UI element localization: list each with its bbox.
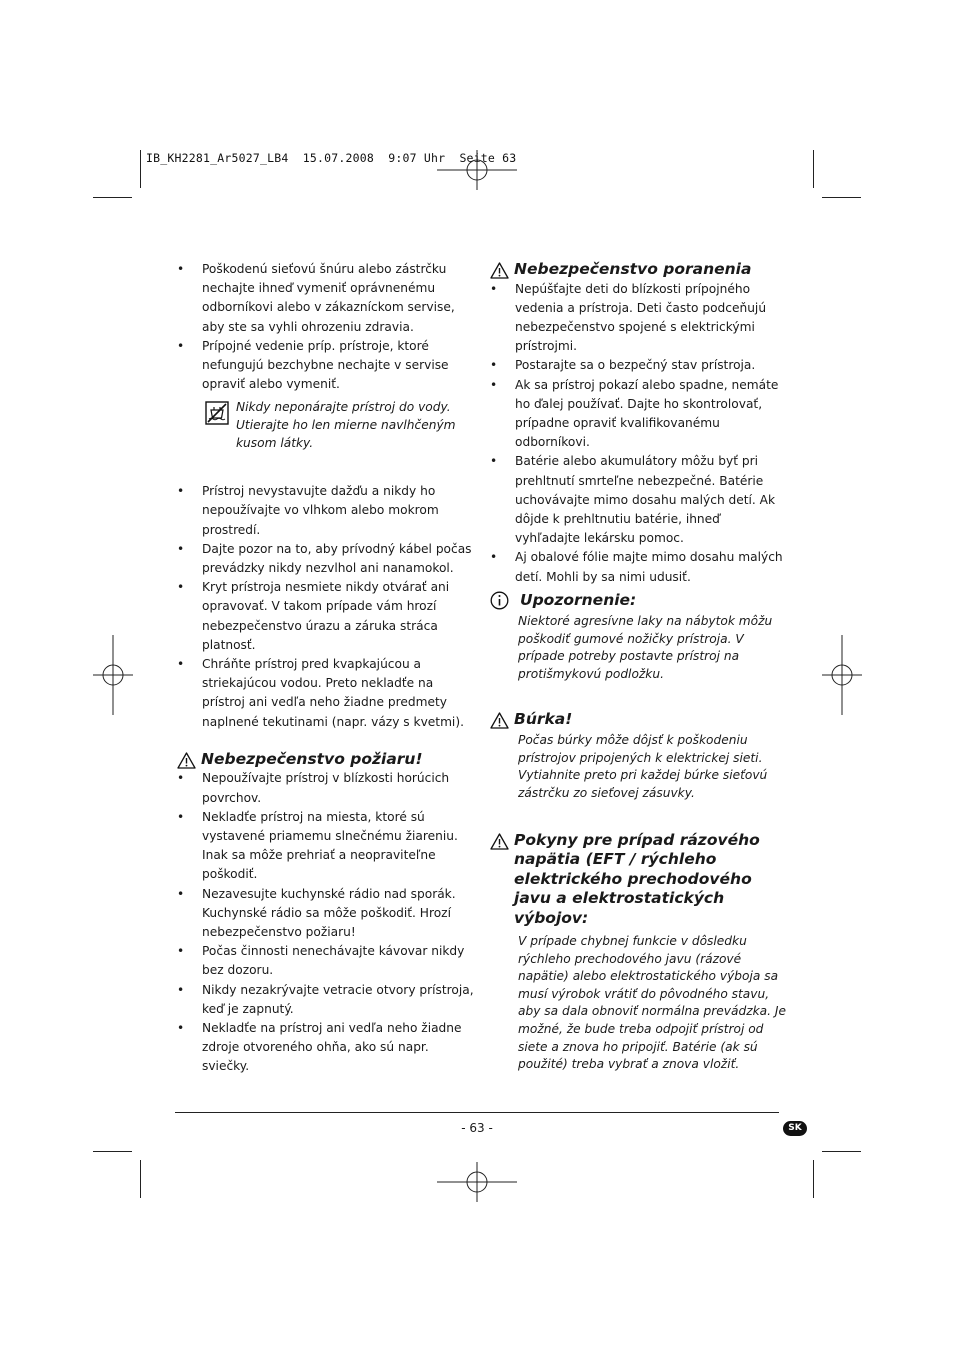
list-item: • Aj obalové fólie majte mimo dosahu malých detí. Mohli by sa nimi udusiť. <box>488 548 788 586</box>
list-item: • Postarajte sa o bezpečný stav prístroja. <box>488 356 788 375</box>
caution-heading: Upozornenie: <box>488 591 788 611</box>
list-item: • Kryt prístroja nesmiete nikdy otvárať ani opravovať. V takom prípade vám hrozí nebezpečenstvo úrazu a záruka stráca platnosť. <box>175 578 475 655</box>
warning-triangle-icon <box>490 712 509 729</box>
list-item: • Nepoužívajte prístroj v blízkosti horúcich povrchov. <box>175 769 475 807</box>
registration-mark-right-icon <box>822 635 862 715</box>
list-item: • Poškodenú sieťovú šnúru alebo zástrčku nechajte ihneď vymeniť oprávnenému odborníkovi alebo v zákazníckom servise, aby ste sa vyhli ohrozeniu zdravia. <box>175 260 475 337</box>
list-item: • Prípojné vedenie príp. prístroje, ktoré nefungujú bezchybne nechajte v servise opraviť alebo vymeniť. <box>175 337 475 395</box>
warning-triangle-icon <box>490 833 509 850</box>
list-item: • Batérie alebo akumulátory môžu byť pri prehltnutí smrteľne nebezpečné. Batérie uchovávajte mimo dosahu malých detí. Ak dôjde k prehltnutiu batérie, ihneď vyhľadajte lekársku pomoc. <box>488 452 788 548</box>
caution-text: Niektoré agresívne laky na nábytok môžu poškodiť gumové nožičky prístroja. V prípade potreby postavte prístroj na protišmykovú podložku. <box>518 614 773 682</box>
list-item: • Chráňte prístroj pred kvapkajúcou a striekajúcou vodou. Preto nekladťe na prístroj ani vedľa neho žiadne predmety naplnené tekutinami (napr. vázy s kvetmi). <box>175 655 475 732</box>
eft-heading: Pokyny pre prípad rázového napätia (EFT / rýchleho elektrického prechodového javu a elektrostatických výbojov: <box>488 831 788 929</box>
list-item: • Nikdy nezakrývajte vetracie otvory prístroja, keď je zapnutý. <box>175 981 475 1019</box>
note-text: Nikdy neponárajte prístroj do vody. Utierajte ho len mierne navlhčeným kusom látky. <box>236 400 456 450</box>
registration-mark-left-icon <box>93 635 133 715</box>
storm-heading: Búrka! <box>488 710 788 730</box>
warning-triangle-icon <box>490 262 509 279</box>
left-column <box>175 260 475 1077</box>
list-item: • Prístroj nevystavujte dažďu a nikdy ho nepoužívajte vo vlhkom alebo mokrom prostredí. <box>175 482 475 540</box>
list-item: • Nekladťe prístroj na miesta, ktoré sú vystavené priamemu slnečnému žiareniu. Inak sa môže prehriať a neopraviteľne poškodiť. <box>175 808 475 885</box>
injury-list <box>488 280 788 587</box>
list-item: • Dajte pozor na to, aby prívodný kábel počas prevádzky nikdy nezvlhol ani nanamokol. <box>175 540 475 578</box>
storm-text: Počas búrky môže dôjsť k poškodeniu prístrojov pripojených k elektrickej sieti. Vytiahnite preto pri každej búrke sieťovú zástrčku zo sieťovej zásuvky. <box>518 733 768 800</box>
registration-mark-bottom-icon <box>437 1162 517 1202</box>
water-note <box>175 399 475 452</box>
page-number: - 63 - <box>461 1121 493 1135</box>
fire-list <box>175 769 475 1076</box>
print-slug: IB_KH2281_Ar5027_LB4 15.07.2008 9:07 Uhr Seite 63 <box>146 151 517 165</box>
warning-triangle-icon <box>177 752 196 769</box>
info-circle-icon <box>490 591 509 610</box>
list-item: • Ak sa prístroj pokazí alebo spadne, nemáte ho ďalej používať. Dajte ho skontrolovať, prípadne opraviť kvalifikovanému odborníkovi. <box>488 376 788 453</box>
list-item: • Nekladťe na prístroj ani vedľa neho žiadne zdroje otvoreného ohňa, ako sú napr. sviečky. <box>175 1019 475 1077</box>
eft-text: V prípade chybnej funkcie v dôsledku rýchleho prechodového javu (rázové napätie) alebo elektrostatického výboja sa musí výrobok vrátiť do pôvodného stavu, aby sa dala obnoviť normálna prevádzka. Je možné, že bude treba odpojiť prístroj od siete a znova ho pripojiť. Batérie (ak sú použité) treba vybrať a znova vložiť. <box>518 934 786 1072</box>
list-item: • Počas činnosti nenechávajte kávovar nikdy bez dozoru. <box>175 942 475 980</box>
safety-list-2 <box>175 482 475 732</box>
injury-heading: Nebezpečenstvo poranenia <box>488 260 788 280</box>
list-item: • Nepúšťajte deti do blízkosti prípojného vedenia a prístroja. Deti často podceňujú nebezpečenstvo spojené s elektrickými prístrojmi. <box>488 280 788 357</box>
footer-rule <box>175 1112 779 1113</box>
right-column <box>488 260 788 1074</box>
list-item: • Nezavesujte kuchynské rádio nad sporák. Kuchynské rádio sa môže poškodiť. Hrozí nebezpečenstvo požiaru! <box>175 885 475 943</box>
safety-list-1 <box>175 260 475 394</box>
fire-heading: Nebezpečenstvo požiaru! <box>175 750 475 770</box>
language-badge: SK <box>783 1121 807 1136</box>
no-water-immersion-icon <box>205 401 229 425</box>
